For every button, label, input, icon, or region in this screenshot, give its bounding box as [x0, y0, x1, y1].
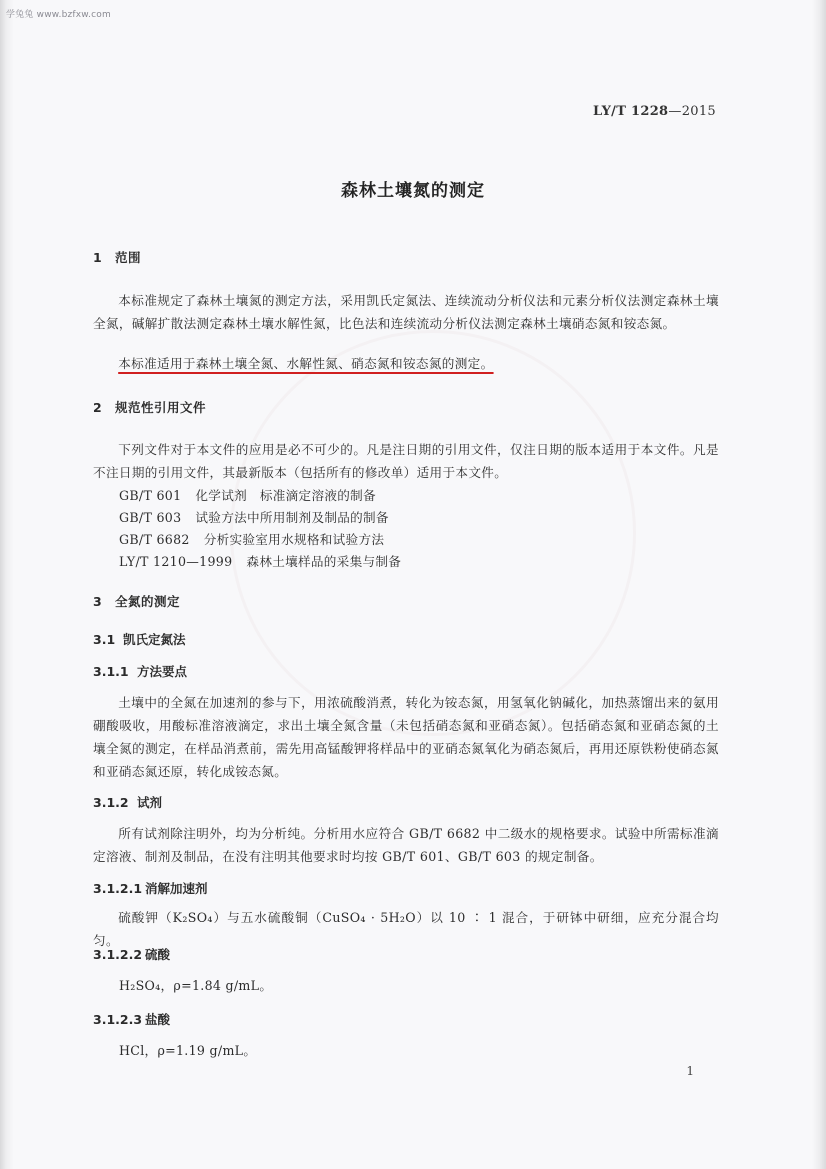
subsection-heading-3-1-2-3 — [93, 1010, 170, 1028]
subsection-title: 试剂 — [137, 795, 163, 810]
subsection-heading-3-1-2 — [93, 793, 162, 811]
subsection-number: 3.1.2.3 — [93, 1012, 143, 1027]
reference-title: 森林土壤样品的采集与制备 — [246, 554, 402, 569]
subsection-title: 盐酸 — [145, 1012, 171, 1027]
normative-references-paragraph: 下列文件对于本文件的应用是必不可少的。凡是注日期的引用文件，仅注日期的版本适用于本文件。凡是不注日期的引用文件，其最新版本（包括所有的修改单）适用于本文件。 — [93, 442, 719, 480]
subsection-title: 方法要点 — [137, 664, 188, 679]
reference-title: 化学试剂 标准滴定溶液的制备 — [195, 488, 376, 503]
page-number: 1 — [686, 1064, 694, 1078]
subsection-title: 凯氏定氮法 — [123, 632, 186, 647]
subsection-title: 硫酸 — [145, 947, 171, 962]
section-title: 全氮的测定 — [115, 594, 181, 609]
section-title: 规范性引用文件 — [115, 400, 207, 415]
reference-title: 分析实验室用水规格和试验方法 — [203, 532, 385, 547]
subsection-title: 消解加速剂 — [145, 881, 208, 896]
subsection-number: 3.1.2.1 — [93, 881, 143, 896]
reference-item — [119, 485, 376, 504]
sulfuric-acid-formula: H₂SO₄，ρ=1.84 g/mL。 — [119, 978, 273, 993]
reference-title: 试验方法中所用制剂及制品的制备 — [195, 510, 389, 525]
subsection-number: 3.1.2.2 — [93, 947, 143, 962]
subsection-number: 3.1 — [93, 632, 116, 647]
standard-year: —2015 — [668, 104, 716, 119]
reference-code: GB/T 6682 — [119, 532, 190, 547]
reference-code: LY/T 1210—1999 — [119, 554, 233, 569]
site-watermark: 学兔兔 www.bzfxw.com — [6, 10, 111, 20]
section-number: 2 — [93, 400, 103, 415]
standard-code: LY/T 1228 — [592, 104, 669, 119]
section-heading-3 — [93, 592, 180, 610]
scope-applicability-paragraph — [93, 352, 719, 375]
accelerator-paragraph: 硫酸钾（K₂SO₄）与五水硫酸铜（CuSO₄ · 5H₂O）以 10 ∶ 1 混合，于研钵中研细，应充分混合均匀。 — [93, 910, 719, 948]
section-number: 3 — [93, 594, 103, 609]
reference-item — [119, 529, 384, 548]
reference-code: GB/T 601 — [119, 488, 182, 503]
subsection-number: 3.1.2 — [93, 795, 129, 810]
subsection-heading-3-1-2-1 — [93, 879, 208, 897]
reference-item — [119, 551, 401, 570]
scope-paragraph: 本标准规定了森林土壤氮的测定方法，采用凯氏定氮法、连续流动分析仪法和元素分析仪法测定森林土壤全氮，碱解扩散法测定森林土壤水解性氮，比色法和连续流动分析仪法测定森林土壤硝态氮和铵态氮。 — [93, 293, 719, 331]
standard-number — [593, 104, 716, 119]
red-underlined-text: 本标准适用于森林土壤全氮、水解性氮、硝态氮和铵态氮的测定。 — [118, 356, 494, 371]
subsection-number: 3.1.1 — [93, 664, 129, 679]
section-number: 1 — [93, 250, 103, 265]
subsection-heading-3-1-1 — [93, 662, 187, 680]
hydrochloric-acid-formula: HCl，ρ=1.19 g/mL。 — [119, 1043, 257, 1058]
method-principle-paragraph: 土壤中的全氮在加速剂的参与下，用浓硫酸消煮，转化为铵态氮，用氢氧化钠碱化，加热蒸馏出来的氨用硼酸吸收，用酸标准溶液滴定，求出土壤全氮含量（未包括硝态氮和亚硝态氮）。包括硝态氮和亚硝态氮的土壤全氮的测定，在样品消煮前，需先用高锰酸钾将样品中的亚硝态氮氧化为硝态氮后，再用还原铁粉使硝态氮和亚硝态氮还原，转化成铵态氮。 — [93, 695, 719, 779]
subsection-heading-3-1-2-2 — [93, 945, 170, 963]
section-heading-2 — [93, 398, 206, 416]
subsection-heading-3-1 — [93, 630, 186, 648]
section-title: 范围 — [115, 250, 142, 265]
reference-code: GB/T 603 — [119, 510, 182, 525]
section-heading-1 — [93, 248, 141, 266]
reference-item — [119, 507, 389, 526]
reagents-paragraph: 所有试剂除注明外，均为分析纯。分析用水应符合 GB/T 6682 中二级水的规格要求。试验中所需标准滴定溶液、制剂及制品，在没有注明其他要求时均按 GB/T 601、GB/T 603 的规定制备。 — [93, 826, 719, 864]
page-title: 森林土壤氮的测定 — [341, 181, 485, 201]
